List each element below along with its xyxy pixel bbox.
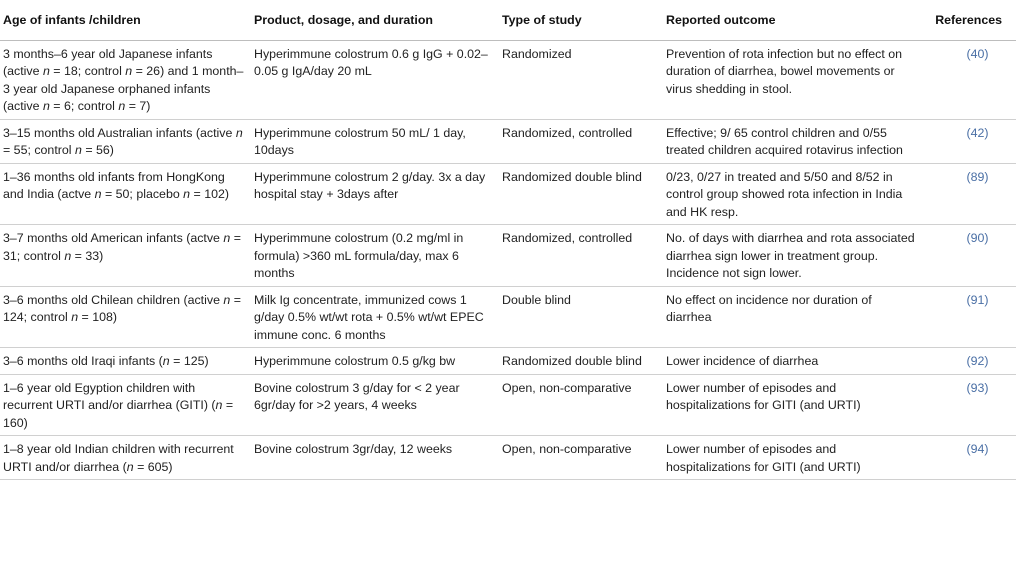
age-text: = 33) (71, 248, 104, 263)
sample-size-symbol: n (64, 248, 72, 263)
age-text: = 108) (78, 310, 118, 324)
header-age: Age of infants /children (0, 0, 251, 40)
sample-size-symbol: n (215, 398, 223, 412)
cell-age (0, 374, 251, 436)
table-row (0, 348, 1016, 375)
table-row (0, 119, 1016, 163)
age-text: = 124; control (3, 292, 241, 324)
sample-size-symbol: n (223, 292, 231, 307)
age-text: 3–15 months old Australian infants (active (3, 125, 236, 140)
cell-outcome: Effective; 9/ 65 control children and 0/55 treated children acquired rotavirus infection (663, 119, 921, 163)
cell-study-type: Randomized double blind (499, 348, 663, 375)
cell-reference (921, 40, 1016, 119)
age-text: 1–36 months old infants from HongKong and India (actve (3, 169, 225, 201)
sample-size-symbol: n (74, 143, 82, 157)
cell-age (0, 436, 251, 480)
table-row (0, 40, 1016, 119)
cell-study-type: Randomized, controlled (499, 225, 663, 287)
reference-link[interactable]: (91) (966, 292, 989, 307)
sample-size-symbol: n (162, 354, 170, 368)
cell-outcome: No. of days with diarrhea and rota associated diarrhea sign lower in treatment group. Incidence not sign lower. (663, 225, 921, 287)
table-row (0, 374, 1016, 436)
table-row (0, 225, 1016, 287)
header-product: Product, dosage, and duration (251, 0, 499, 40)
cell-age (0, 163, 251, 225)
age-text: = 56) (81, 143, 114, 157)
cell-outcome: Lower incidence of diarrhea (663, 348, 921, 375)
sample-size-symbol: n (118, 99, 126, 113)
table-body (0, 40, 1016, 480)
cell-age (0, 225, 251, 287)
cell-age (0, 348, 251, 375)
cell-study-type: Open, non-comparative (499, 374, 663, 436)
age-text: = 18; control (49, 64, 126, 78)
cell-study-type: Randomized (499, 40, 663, 119)
age-text: = 605) (133, 459, 173, 474)
cell-reference (921, 436, 1016, 480)
age-text: 3 months–6 year old Japanese infants (active (3, 46, 213, 78)
age-text: = 55; control (3, 143, 75, 157)
cell-study-type: Double blind (499, 286, 663, 348)
cell-age (0, 40, 251, 119)
age-text: 1–6 year old Egyption children with recurrent URTI and/or diarrhea (GITI) ( (3, 380, 216, 412)
reference-link[interactable]: (42) (966, 125, 989, 140)
reference-link[interactable]: (93) (966, 380, 989, 395)
sample-size-symbol: n (235, 125, 243, 140)
cell-outcome: Prevention of rota infection but no effect on duration of diarrhea, bowel movements or virus shedding in stool. (663, 40, 921, 119)
sample-size-symbol: n (183, 187, 191, 201)
header-references: References (921, 0, 1016, 40)
table-row (0, 436, 1016, 480)
cell-product: Hyperimmune colostrum 2 g/day. 3x a day hospital stay + 3days after (251, 163, 499, 225)
age-text: 1–8 year old Indian children with recurrent URTI and/or diarrhea ( (3, 442, 234, 474)
header-outcome: Reported outcome (663, 0, 921, 40)
reference-link[interactable]: (40) (966, 46, 989, 61)
header-study-type: Type of study (499, 0, 663, 40)
age-text: = 6; control (49, 99, 119, 113)
cell-study-type: Randomized, controlled (499, 119, 663, 163)
reference-link[interactable]: (89) (966, 169, 989, 184)
cell-product: Hyperimmune colostrum (0.2 mg/ml in formula) >360 mL formula/day, max 6 months (251, 225, 499, 287)
cell-product: Hyperimmune colostrum 0.6 g IgG + 0.02–0.05 g IgA/day 20 mL (251, 40, 499, 119)
reference-link[interactable]: (92) (966, 354, 989, 368)
cell-study-type: Open, non-comparative (499, 436, 663, 480)
cell-product: Bovine colostrum 3gr/day, 12 weeks (251, 436, 499, 480)
age-text: 3–6 months old Iraqi infants ( (3, 354, 163, 368)
cell-study-type: Randomized double blind (499, 163, 663, 225)
cell-product: Hyperimmune colostrum 0.5 g/kg bw (251, 348, 499, 375)
table-row (0, 163, 1016, 225)
age-text: = 125) (169, 354, 209, 368)
age-text: = 31; control (3, 231, 241, 263)
cell-age (0, 286, 251, 348)
cell-reference (921, 374, 1016, 436)
cell-outcome: Lower number of episodes and hospitalizations for GITI (and URTI) (663, 374, 921, 436)
age-text: = 50; placebo (101, 187, 184, 201)
cell-reference (921, 119, 1016, 163)
cell-product: Milk Ig concentrate, immunized cows 1 g/day 0.5% wt/wt rota + 0.5% wt/wt EPEC immune conc. 6 months (251, 286, 499, 348)
cell-outcome: No effect on incidence nor duration of diarrhea (663, 286, 921, 348)
cell-product: Bovine colostrum 3 g/day for < 2 year 6gr/day for >2 years, 4 weeks (251, 374, 499, 436)
cell-outcome: 0/23, 0/27 in treated and 5/50 and 8/52 in control group showed rota infection in India and HK resp. (663, 163, 921, 225)
table-header (0, 0, 1016, 40)
sample-size-symbol: n (71, 310, 79, 324)
cell-outcome: Lower number of episodes and hospitalizations for GITI (and URTI) (663, 436, 921, 480)
age-text: = 26) and 1 month–3 year old Japanese orphaned infants (active (3, 64, 244, 113)
cell-product: Hyperimmune colostrum 50 mL/ 1 day, 10days (251, 119, 499, 163)
age-text: 3–7 months old American infants (actve (3, 231, 224, 245)
sample-size-symbol: n (223, 231, 231, 245)
sample-size-symbol: n (42, 99, 50, 113)
age-text: 3–6 months old Chilean children (active (3, 292, 224, 307)
age-text: = 7) (125, 99, 151, 113)
sample-size-symbol: n (94, 187, 102, 201)
cell-reference (921, 163, 1016, 225)
cell-reference (921, 348, 1016, 375)
sample-size-symbol: n (42, 64, 50, 78)
reference-link[interactable]: (94) (966, 442, 989, 456)
table-row (0, 286, 1016, 348)
sample-size-symbol: n (125, 64, 133, 78)
header-row (0, 0, 1016, 40)
sample-size-symbol: n (126, 459, 134, 474)
cell-reference (921, 225, 1016, 287)
age-text: = 102) (190, 187, 229, 201)
cell-age (0, 119, 251, 163)
cell-reference (921, 286, 1016, 348)
age-text: = 160) (3, 398, 234, 430)
reference-link[interactable]: (90) (966, 231, 989, 245)
